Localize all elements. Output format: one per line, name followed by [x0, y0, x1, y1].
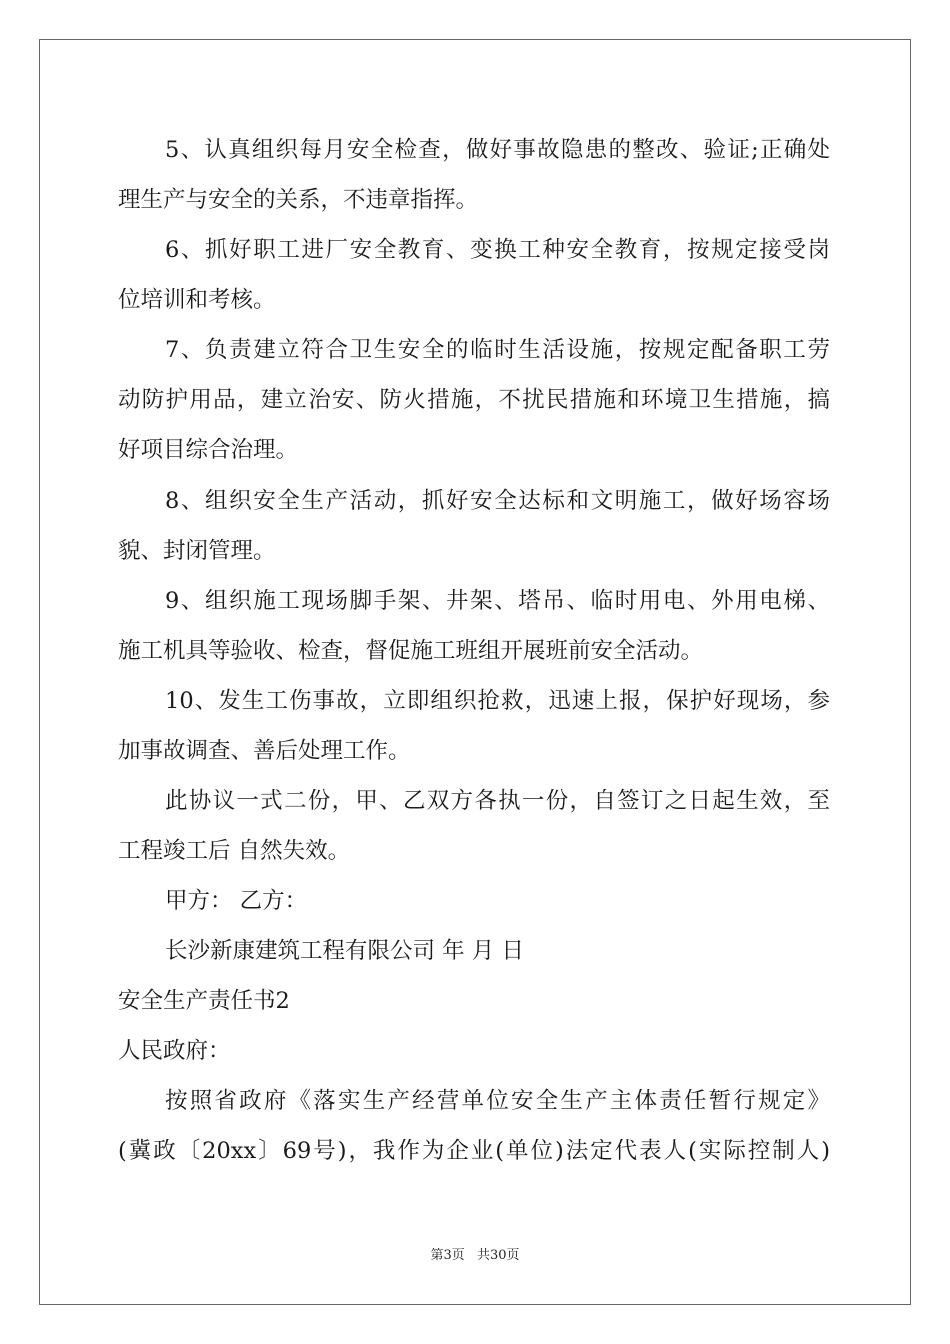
- company-date-line: 长沙新康建筑工程有限公司 年 月 日: [165, 938, 524, 964]
- section-title: 安全生产责任书2: [118, 988, 290, 1014]
- body-line: (冀政〔20xx〕69号)，我作为企业(单位)法定代表人(实际控制人): [118, 1138, 830, 1164]
- body-line: 貌、封闭管理。: [118, 538, 276, 564]
- body-line: 位培训和考核。: [118, 287, 276, 313]
- body-line: 好项目综合治理。: [118, 437, 299, 463]
- addressee: 人民政府：: [118, 1038, 231, 1064]
- body-line: 工程竣工后 自然失效。: [118, 838, 351, 864]
- body-line: 按照省政府《落实生产经营单位安全生产主体责任暂行规定》: [165, 1088, 830, 1114]
- body-line: 5、认真组织每月安全检查，做好事故隐患的整改、验证;正确处: [165, 137, 830, 163]
- body-line: 理生产与安全的关系，不违章指挥。: [118, 187, 479, 213]
- body-line: 10、发生工伤事故，立即组织抢救，迅速上报，保护好现场，参: [165, 688, 830, 714]
- page-total: 共30页: [476, 1248, 520, 1263]
- body-line: 施工机具等验收、检查，督促施工班组开展班前安全活动。: [118, 638, 704, 664]
- body-line: 9、组织施工现场脚手架、井架、塔吊、临时用电、外用电梯、: [165, 588, 830, 614]
- body-line: 加事故调查、善后处理工作。: [118, 738, 411, 764]
- page-number: 第3页: [430, 1248, 465, 1263]
- page-footer: [0, 1244, 950, 1263]
- body-line: 8、组织安全生产活动，抓好安全达标和文明施工，做好场容场: [165, 488, 830, 514]
- signature-parties: 甲方： 乙方：: [165, 888, 308, 914]
- body-line: 6、抓好职工进厂安全教育、变换工种安全教育，按规定接受岗: [165, 237, 830, 263]
- body-line: 此协议一式二份，甲、乙双方各执一份，自签订之日起生效，至: [165, 788, 830, 814]
- body-line: 动防护用品，建立治安、防火措施，不扰民措施和环境卫生措施，搞: [118, 387, 830, 413]
- body-line: 7、负责建立符合卫生安全的临时生活设施，按规定配备职工劳: [165, 337, 830, 363]
